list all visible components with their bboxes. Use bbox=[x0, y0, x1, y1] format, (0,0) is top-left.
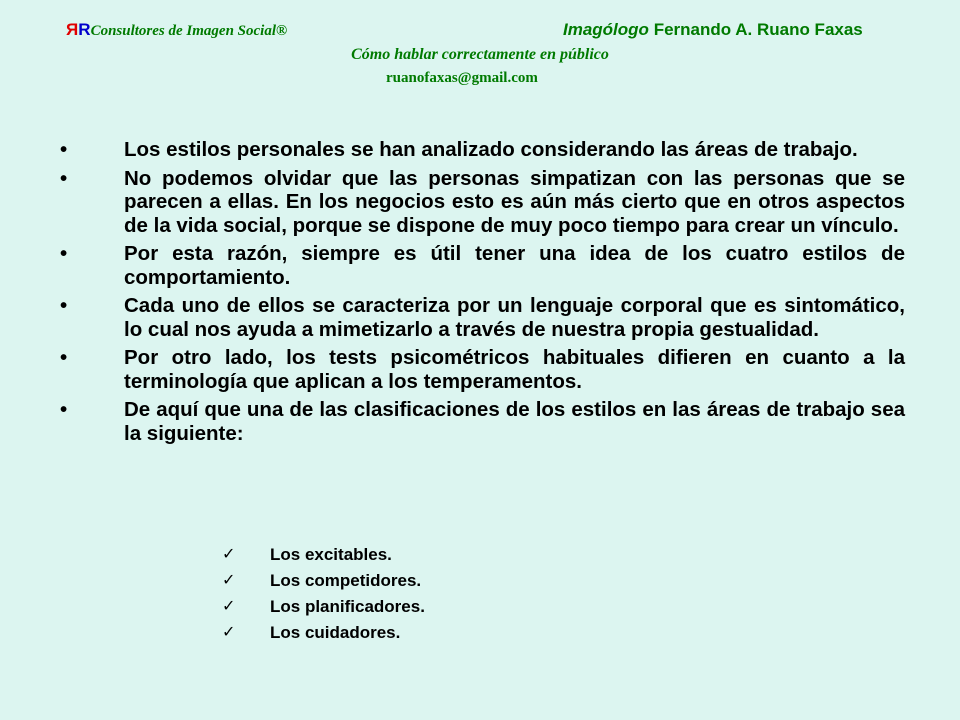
author-role: Imagólogo bbox=[563, 20, 649, 39]
bullet-icon: • bbox=[60, 398, 68, 421]
checklist-item: ✓ Los cuidadores. bbox=[222, 620, 425, 646]
list-item: • Los estilos personales se han analizado considerando las áreas de trabajo. bbox=[60, 138, 858, 161]
brand-header bbox=[66, 20, 287, 40]
bullet-icon: • bbox=[60, 346, 68, 369]
bullet-icon: • bbox=[60, 242, 68, 265]
page-subtitle: Cómo hablar correctamente en público bbox=[351, 46, 609, 63]
author-header bbox=[563, 20, 863, 40]
checkmark-icon: ✓ bbox=[222, 624, 236, 641]
list-item: • Por otro lado, los tests psicométricos habituales difieren en cuanto a la terminología que aplican a los temperamentos. bbox=[60, 346, 905, 393]
list-item: • Cada uno de ellos se caracteriza por un lenguaje corporal que es sintomático, lo cual nos ayuda a mimetizarlo a través de nuestra propia gestualidad. bbox=[60, 294, 905, 341]
contact-email: ruanofaxas@gmail.com bbox=[386, 70, 538, 86]
bullet-icon: • bbox=[60, 138, 68, 161]
list-item: • Por esta razón, siempre es útil tener una idea de los cuatro estilos de comportamiento. bbox=[60, 242, 905, 289]
checklist-item: ✓ Los planificadores. bbox=[222, 594, 425, 620]
checkmark-icon: ✓ bbox=[222, 598, 236, 615]
checkmark-icon: ✓ bbox=[222, 546, 236, 563]
logo-mark: R bbox=[78, 20, 91, 39]
bullet-icon: • bbox=[60, 294, 68, 317]
checkmark-icon: ✓ bbox=[222, 572, 236, 589]
logo-mark-reversed: R bbox=[66, 20, 79, 39]
bullet-list bbox=[60, 138, 905, 450]
checklist-item: ✓ Los excitables. bbox=[222, 542, 425, 568]
bullet-icon: • bbox=[60, 166, 68, 190]
checklist-item: ✓ Los competidores. bbox=[222, 568, 425, 594]
brand-name: Consultores de Imagen Social® bbox=[90, 23, 288, 39]
list-item: • No podemos olvidar que las personas simpatizan con las personas que se parecen a ellas. En los negocios esto es aún más cierto que en otros aspectos de la vida social, porque se dispone de muy poco tiempo para crear un vínculo. bbox=[60, 166, 905, 237]
list-item: • De aquí que una de las clasificaciones de los estilos en las áreas de trabajo sea la siguiente: bbox=[60, 398, 905, 445]
author-name: Fernando A. Ruano Faxas bbox=[653, 20, 863, 39]
styles-checklist bbox=[222, 542, 425, 646]
